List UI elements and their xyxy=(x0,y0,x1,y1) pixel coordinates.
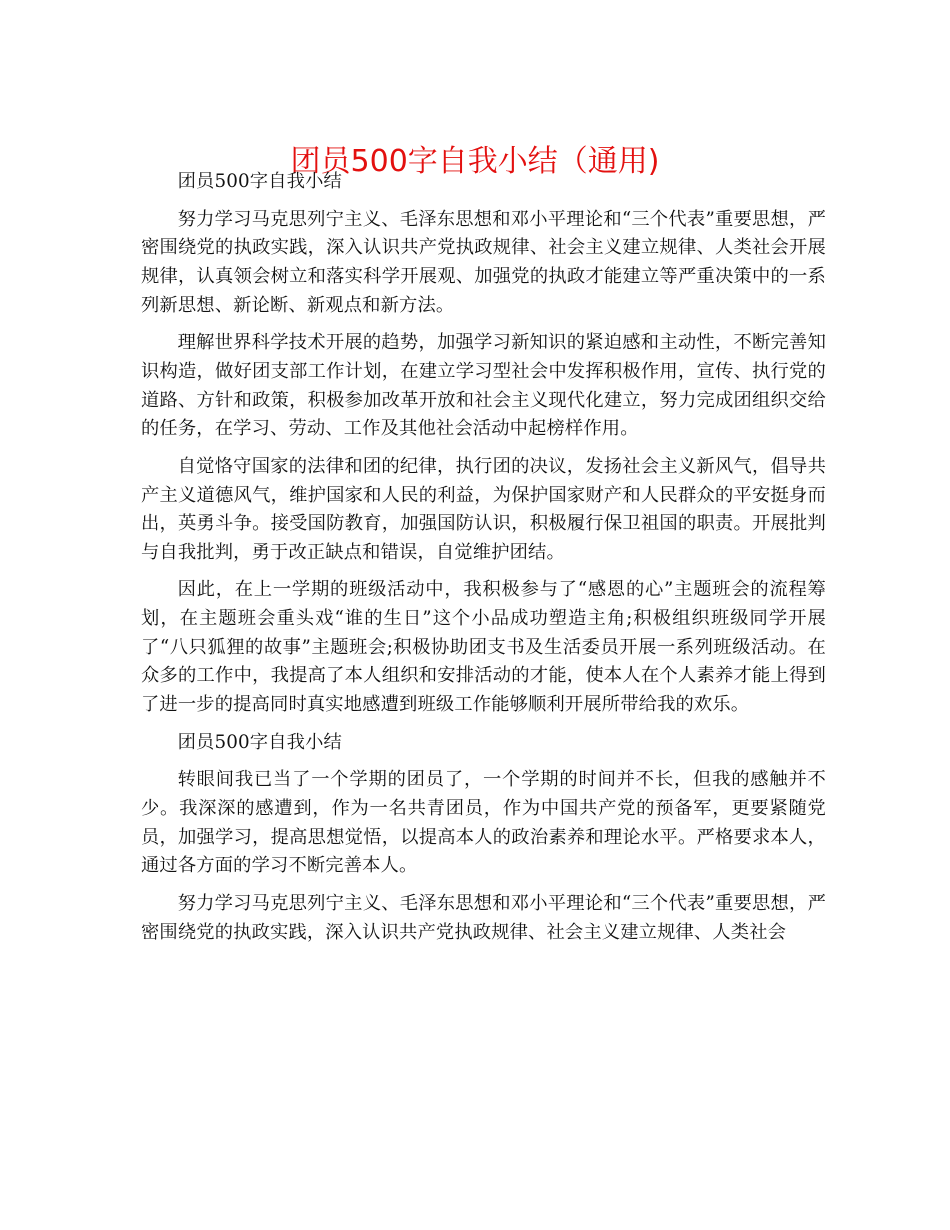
body-paragraph: 理解世界科学技术开展的趋势，加强学习新知识的紧迫感和主动性，不断完善知识构造，做好团支部工作计划，在建立学习型社会中发挥积极作用，宣传、执行党的道路、方针和政策，积极参加改革开放和社会主义现代化建立，努力完成团组织交给的任务，在学习、劳动、工作及其他社会活动中起榜样作用。 xyxy=(141,332,826,440)
body-paragraph: 因此，在上一学期的班级活动中，我积极参与了“感恩的心”主题班会的流程筹划，在主题班会重头戏“谁的生日”这个小品成功塑造主角;积极组织班级同学开展了“八只狐狸的故事”主题班会;积极协助团支书及生活委员开展一系列班级活动。在众多的工作中，我提高了本人组织和安排活动的才能，使本人在个人素养才能上得到了进一步的提高同时真实地感遭到班级工作能够顺利开展所带给我的欢乐。 xyxy=(141,579,826,715)
section-heading: 团员500字自我小结 xyxy=(177,731,342,753)
document-title: 团员500字自我小结（通用) xyxy=(290,144,660,180)
document-body xyxy=(141,168,826,956)
body-paragraph: 转眼间我已当了一个学期的团员了，一个学期的时间并不长，但我的感触并不少。我深深的感遭到，作为一名共青团员，作为中国共产党的预备军，更要紧随党员，加强学习，提高思想觉悟，以提高本人的政治素养和理论水平。严格要求本人，通过各方面的学习不断完善本人。 xyxy=(141,769,826,877)
body-paragraph: 努力学习马克思列宁主义、毛泽东思想和邓小平理论和“三个代表”重要思想，严密围绕党的执政实践，深入认识共产党执政规律、社会主义建立规律、人类社会 xyxy=(141,892,826,943)
body-paragraph: 努力学习马克思列宁主义、毛泽东思想和邓小平理论和“三个代表”重要思想，严密围绕党的执政实践，深入认识共产党执政规律、社会主义建立规律、人类社会开展规律，认真领会树立和落实科学开展观、加强党的执政才能建立等严重决策中的一系列新思想、新论断、新观点和新方法。 xyxy=(141,208,826,316)
section-heading: 团员500字自我小结 xyxy=(177,171,342,192)
body-paragraph: 自觉恪守国家的法律和团的纪律，执行团的决议，发扬社会主义新风气，倡导共产主义道德风气，维护国家和人民的利益，为保护国家财产和人民群众的平安挺身而出，英勇斗争。接受国防教育，加强国防认识，积极履行保卫祖国的职责。开展批判与自我批判，勇于改正缺点和错误，自觉维护团结。 xyxy=(141,455,826,563)
